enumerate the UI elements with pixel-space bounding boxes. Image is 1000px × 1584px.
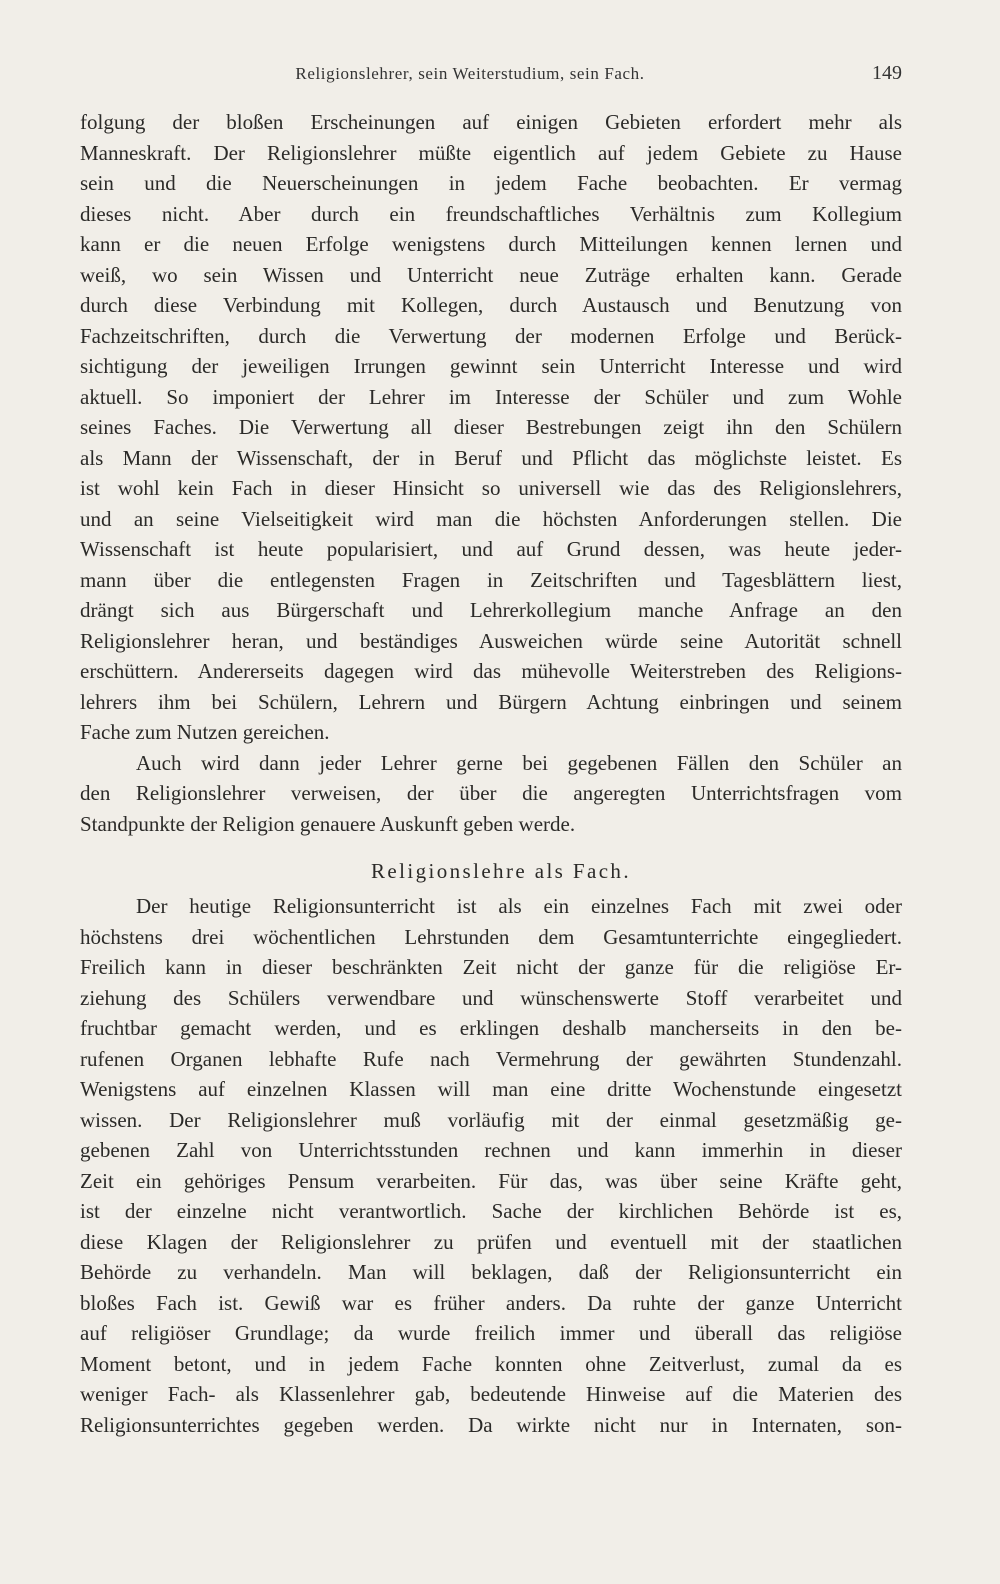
- paragraph-1: [80, 107, 902, 748]
- text-line: höchstens drei wöchentlichen Lehrstunden dem Gesamtunterrichte eingegliedert.: [80, 924, 902, 949]
- text-line: Behörde zu verhandeln. Man will beklagen, daß der Religionsunterricht ein: [80, 1260, 902, 1284]
- text-line: Freilich kann in dieser beschränkten Zeit nicht der ganze für die religiöse Er-: [80, 955, 902, 979]
- text-line: erschüttern. Andererseits dagegen wird das mühevolle Weiterstreben des Religions-: [80, 659, 902, 683]
- text-line: Religionsunterrichtes gegeben werden. Da wirkte nicht nur in Internaten, son-: [80, 1412, 902, 1437]
- text-line: folgung der bloßen Erscheinungen auf einigen Gebieten erfordert mehr als: [80, 110, 902, 134]
- text-line: sein und die Neuerscheinungen in jedem Fache beobachten. Er vermag: [80, 171, 902, 195]
- running-head: [80, 62, 902, 92]
- text-line: durch diese Verbindung mit Kollegen, durch Austausch und Benutzung von: [80, 293, 902, 317]
- text-line: Religionslehrer heran, und beständiges Ausweichen würde seine Autorität schnell: [80, 628, 902, 653]
- text-line: Fachzeitschriften, durch die Verwertung der modernen Erfolge und Berück-: [80, 323, 902, 348]
- text-line: auf religiöser Grundlage; da wurde freilich immer und überall das religiöse: [80, 1321, 902, 1345]
- text-line: drängt sich aus Bürgerschaft und Lehrerkollegium manche Anfrage an den: [80, 598, 902, 622]
- text-line: Manneskraft. Der Religionslehrer müßte eigentlich auf jedem Gebiete zu Hause: [80, 140, 902, 165]
- text-line: Wissenschaft ist heute popularisiert, und auf Grund dessen, was heute jeder-: [80, 537, 902, 561]
- text-line: fruchtbar gemacht werden, und es erklingen deshalb mancherseits in den be-: [80, 1016, 902, 1040]
- text-line: diese Klagen der Religionslehrer zu prüfen und eventuell mit der staatlichen: [80, 1229, 902, 1254]
- text-line: als Mann der Wissenschaft, der in Beruf und Pflicht das möglichste leistet. Es: [80, 445, 902, 470]
- page-number: 149: [872, 62, 902, 84]
- text-line: aktuell. So imponiert der Lehrer im Interesse der Schüler und zum Wohle: [80, 384, 902, 409]
- text-line: Standpunkte der Religion genauere Auskunft geben werde.: [80, 811, 576, 836]
- text-line: ist wohl kein Fach in dieser Hinsicht so universell wie das des Religionslehrers,: [80, 476, 902, 500]
- text-line: Fache zum Nutzen gereichen.: [80, 720, 330, 744]
- text-line: seines Faches. Die Verwertung all dieser Bestrebungen zeigt ihn den Schülern: [80, 415, 902, 439]
- text-line: weiß, wo sein Wissen und Unterricht neue Zuträge erhalten kann. Gerade: [80, 262, 902, 287]
- text-line: lehrers ihm bei Schülern, Lehrern und Bürgern Achtung einbringen und seinem: [80, 689, 902, 714]
- text-line: Der heutige Religionsunterricht ist als ein einzelnes Fach mit zwei oder: [136, 894, 902, 918]
- text-line: rufenen Organen lebhafte Rufe nach Vermehrung der gewährten Stundenzahl.: [80, 1046, 902, 1071]
- text-line: gebenen Zahl von Unterrichtsstunden rechnen und kann immerhin in dieser: [80, 1138, 902, 1162]
- text-line: ziehung des Schülers verwendbare und wünschenswerte Stoff verarbeitet und: [80, 985, 902, 1010]
- paragraph-2: [80, 748, 902, 840]
- paragraph-3: [80, 891, 902, 1440]
- text-line: Moment betont, und in jedem Fache konnten ohne Zeitverlust, zumal da es: [80, 1351, 902, 1376]
- text-line: dieses nicht. Aber durch ein freundschaftliches Verhältnis zum Kollegium: [80, 201, 902, 226]
- running-title: Religionslehrer, sein Weiterstudium, sein Fach.: [295, 64, 645, 83]
- text-line: und an seine Vielseitigkeit wird man die höchsten Anforderungen stellen. Die: [80, 506, 902, 531]
- text-line: Wenigstens auf einzelnen Klassen will man eine dritte Wochenstunde eingesetzt: [80, 1077, 902, 1101]
- text-line: Zeit ein gehöriges Pensum verarbeiten. Für das, was über seine Kräfte geht,: [80, 1168, 902, 1193]
- text-line: ist der einzelne nicht verantwortlich. Sache der kirchlichen Behörde ist es,: [80, 1199, 902, 1223]
- text-line: Auch wird dann jeder Lehrer gerne bei gegebenen Fällen den Schüler an: [136, 750, 902, 775]
- text-line: wissen. Der Religionslehrer muß vorläufig mit der einmal gesetzmäßig ge-: [80, 1107, 902, 1132]
- text-line: weniger Fach- als Klassenlehrer gab, bedeutende Hinweise auf die Materien des: [80, 1382, 902, 1406]
- text-line: den Religionslehrer verweisen, der über die angeregten Unterrichtsfragen vom: [80, 781, 902, 805]
- body-text: [80, 107, 902, 1440]
- text-line: bloßes Fach ist. Gewiß war es früher anders. Da ruhte der ganze Unterricht: [80, 1290, 902, 1315]
- text-line: mann über die entlegensten Fragen in Zeitschriften und Tagesblättern liest,: [80, 567, 902, 592]
- text-line: sichtigung der jeweiligen Irrungen gewinnt sein Unterricht Interesse und wird: [80, 354, 902, 378]
- section-heading: Religionslehre als Fach.: [371, 859, 631, 883]
- text-line: kann er die neuen Erfolge wenigstens durch Mitteilungen kennen lernen und: [80, 232, 902, 256]
